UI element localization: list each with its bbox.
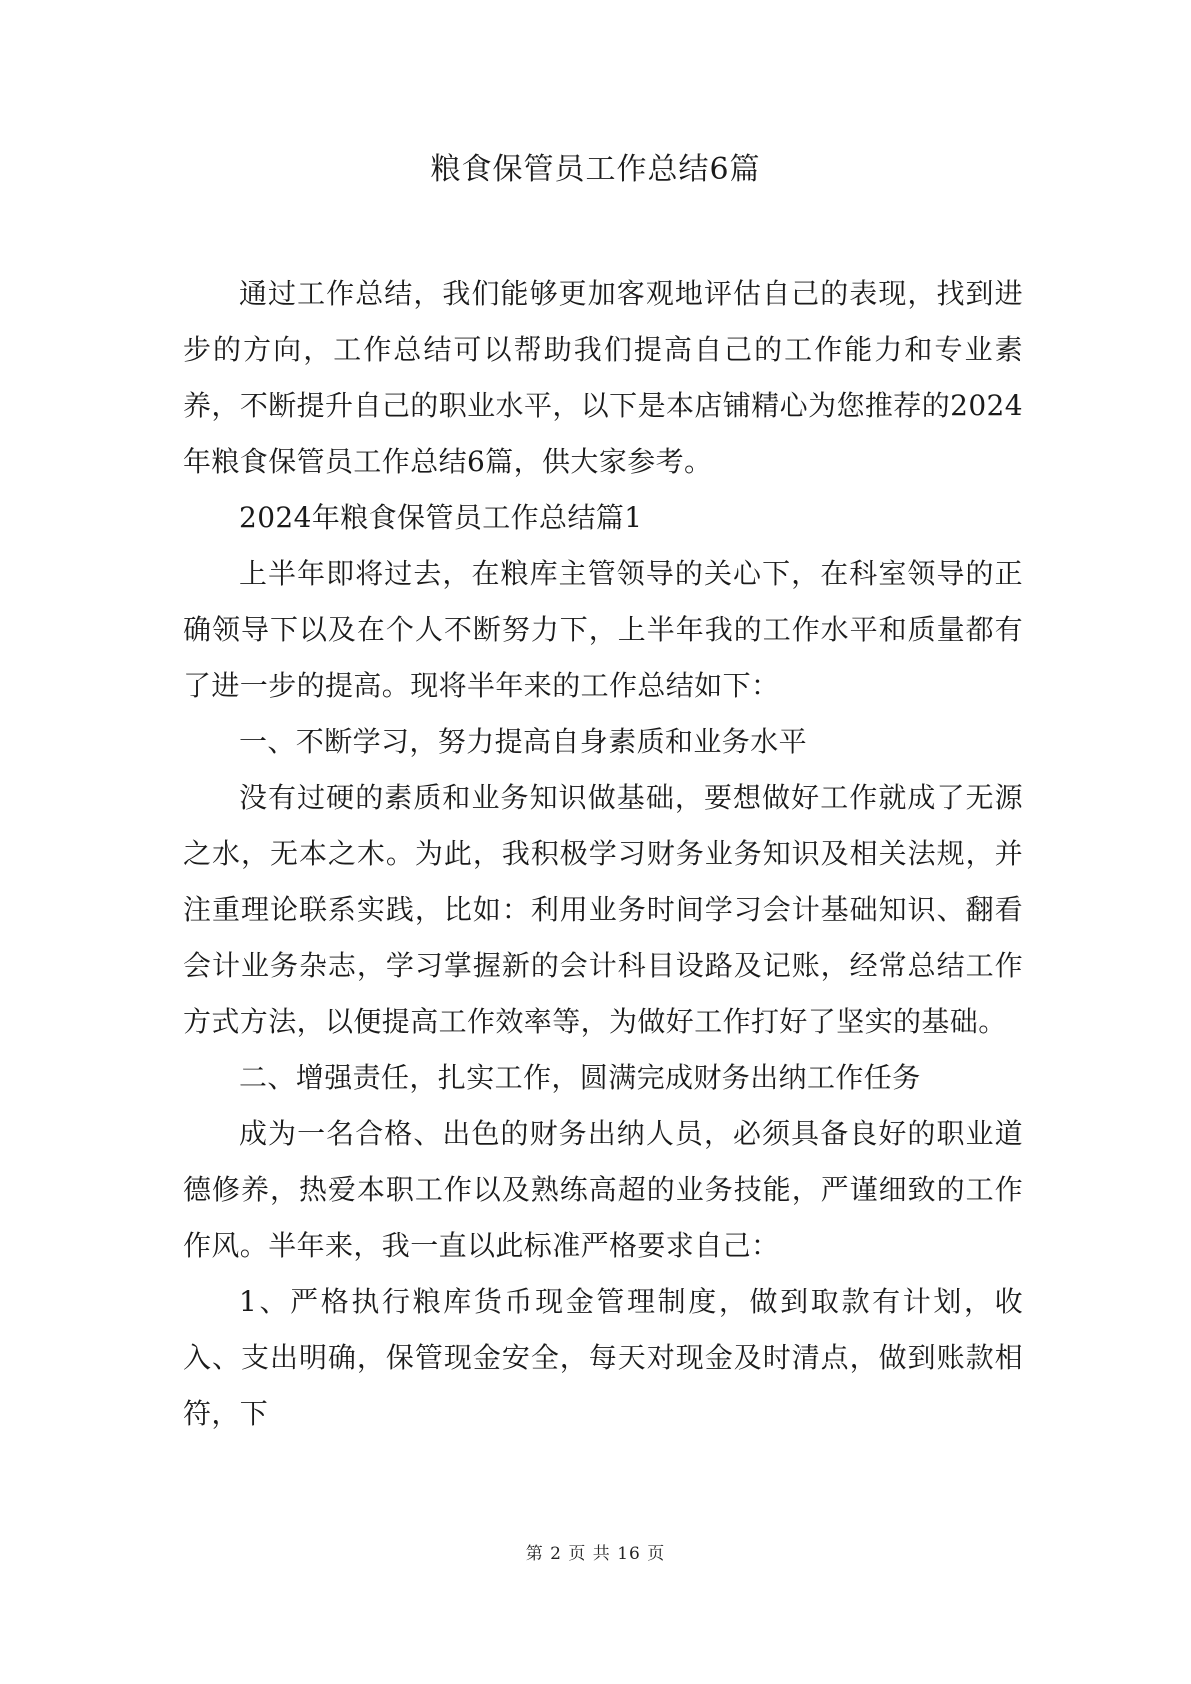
body-paragraph: 1、严格执行粮库货币现金管理制度，做到取款有计划，收入、支出明确，保管现金安全，每天对现金及时清点，做到账款相符，下 bbox=[183, 1285, 1023, 1430]
intro-paragraph: 通过工作总结，我们能够更加客观地评估自己的表现，找到进步的方向，工作总结可以帮助我们提高自己的工作能力和专业素养，不断提升自己的职业水平，以下是本店铺精心为您推荐的2024年粮食保管员工作总结6篇，供大家参考。 bbox=[183, 277, 1023, 478]
section-heading: 2024年粮食保管员工作总结篇1 bbox=[239, 501, 643, 534]
subsection-heading: 一、不断学习，努力提高自身素质和业务水平 bbox=[239, 725, 808, 758]
page-number-footer: 第 2 页 共 16 页 bbox=[525, 1544, 666, 1564]
body-paragraph: 上半年即将过去，在粮库主管领导的关心下，在科室领导的正确领导下以及在个人不断努力下，上半年我的工作水平和质量都有了进一步的提高。现将半年来的工作总结如下： bbox=[183, 557, 1023, 702]
document-title: 粮食保管员工作总结6篇 bbox=[430, 152, 761, 187]
body-paragraph: 成为一名合格、出色的财务出纳人员，必须具备良好的职业道德修养，热爱本职工作以及熟练高超的业务技能，严谨细致的工作作风。半年来，我一直以此标准严格要求自己： bbox=[183, 1117, 1023, 1262]
document-body bbox=[183, 266, 1023, 1442]
subsection-heading: 二、增强责任，扎实工作，圆满完成财务出纳工作任务 bbox=[239, 1061, 921, 1094]
body-paragraph: 没有过硬的素质和业务知识做基础，要想做好工作就成了无源之水，无本之木。为此，我积极学习财务业务知识及相关法规，并注重理论联系实践，比如：利用业务时间学习会计基础知识、翻看会计业务杂志，学习掌握新的会计科目设路及记账，经常总结工作方式方法，以便提高工作效率等，为做好工作打好了坚实的基础。 bbox=[183, 781, 1023, 1038]
